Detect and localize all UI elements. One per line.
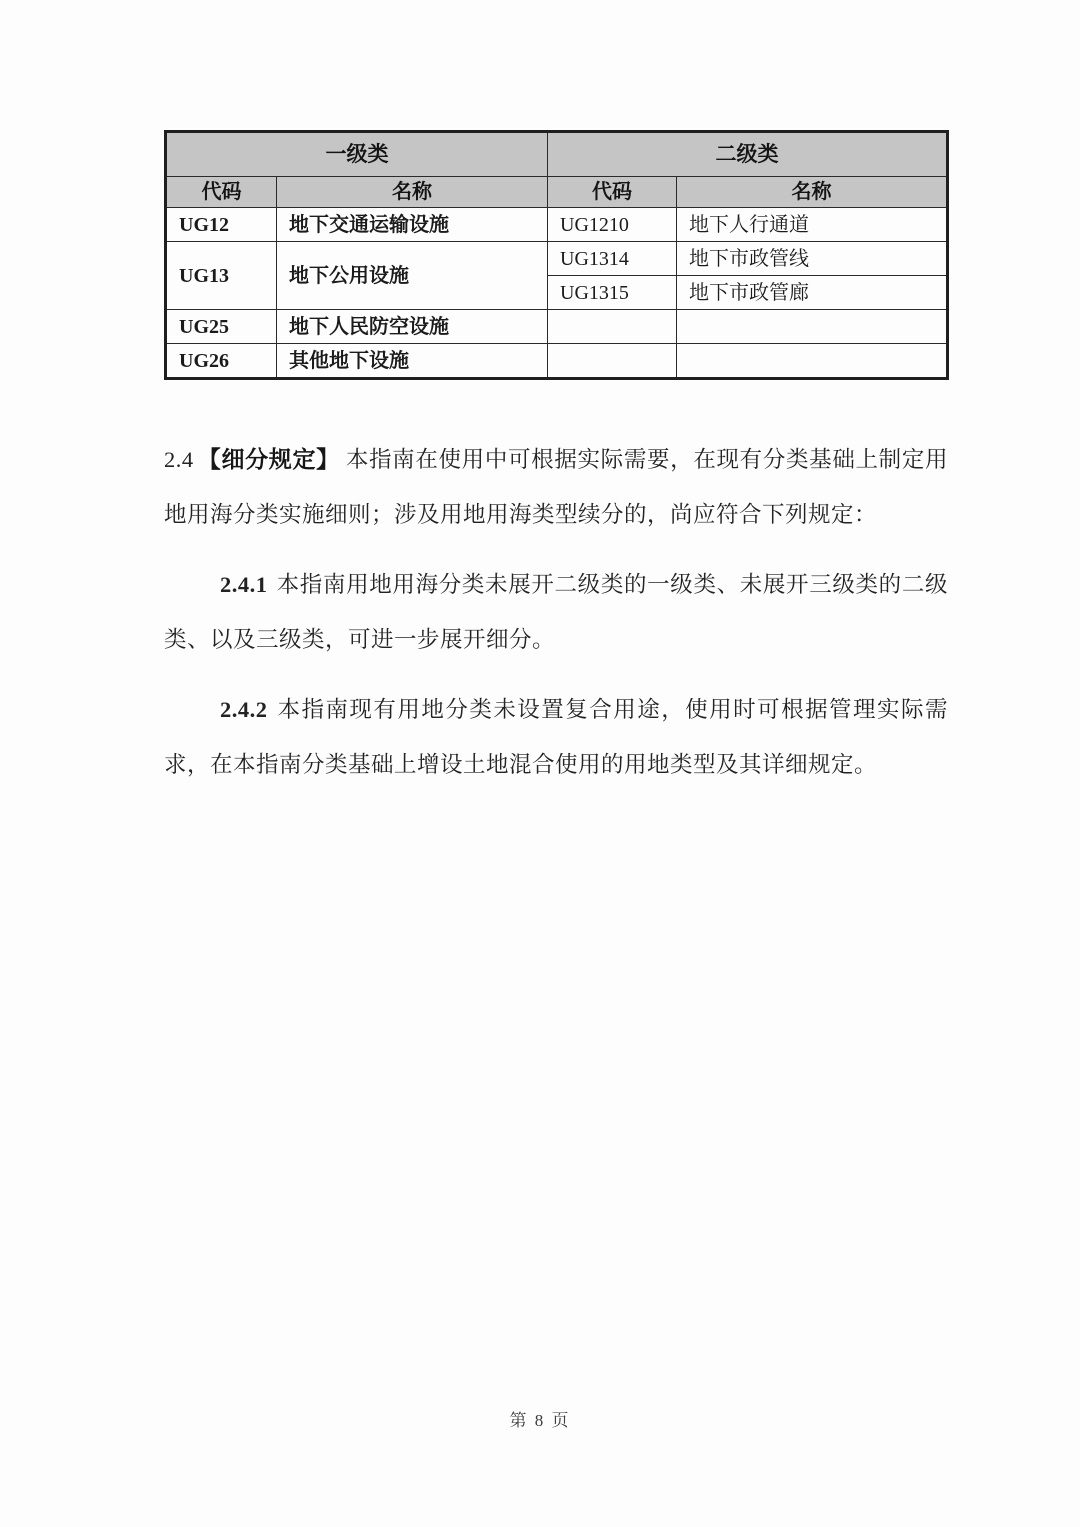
table-row <box>166 344 948 379</box>
cell-l1-name: 地下交通运输设施 <box>277 208 548 242</box>
subsection-text: 本指南现有用地分类未设置复合用途，使用时可根据管理实际需求，在本指南分类基础上增设土地混合使用的用地类型及其详细规定。 <box>164 697 948 777</box>
cell-l1-code: UG25 <box>166 310 277 344</box>
cell-l1-code: UG13 <box>166 242 277 310</box>
cell-l1-code: UG12 <box>166 208 277 242</box>
page-number-footer: 第 8 页 <box>509 1411 571 1430</box>
col-header-code-l2: 代码 <box>548 177 677 208</box>
section-number: 2.4 <box>164 447 194 472</box>
cell-l2-code <box>548 310 677 344</box>
document-body-text <box>164 432 948 807</box>
subsection-number: 2.4.1 <box>220 572 268 597</box>
table-column-header-row <box>166 177 948 208</box>
table-row <box>166 310 948 344</box>
cell-l1-name: 地下人民防空设施 <box>277 310 548 344</box>
subsection-text: 本指南用地用海分类未展开二级类的一级类、未展开三级类的二级类、以及三级类，可进一步展开细分。 <box>164 572 948 652</box>
cell-l2-name: 地下市政管廊 <box>677 276 948 310</box>
group-header-level2: 二级类 <box>548 132 948 177</box>
col-header-name-l2: 名称 <box>677 177 948 208</box>
cell-l1-code: UG26 <box>166 344 277 379</box>
col-header-name-l1: 名称 <box>277 177 548 208</box>
classification-table-container <box>164 130 946 380</box>
group-header-level1: 一级类 <box>166 132 548 177</box>
cell-l2-name <box>677 344 948 379</box>
cell-l2-name <box>677 310 948 344</box>
col-header-code-l1: 代码 <box>166 177 277 208</box>
cell-l2-code <box>548 344 677 379</box>
paragraph-section-2-4 <box>164 432 948 542</box>
cell-l2-code: UG1315 <box>548 276 677 310</box>
classification-table <box>164 130 949 380</box>
table-row <box>166 208 948 242</box>
cell-l1-name: 其他地下设施 <box>277 344 548 379</box>
section-text: 本指南在使用中可根据实际需要，在现有分类基础上制定用地用海分类实施细则；涉及用地用海类型续分的，尚应符合下列规定： <box>164 447 949 527</box>
cell-l2-code: UG1210 <box>548 208 677 242</box>
cell-l2-code: UG1314 <box>548 242 677 276</box>
paragraph-section-2-4-1 <box>164 557 948 667</box>
section-title-label: 【细分规定】 <box>197 446 340 472</box>
subsection-number: 2.4.2 <box>220 697 268 722</box>
table-row <box>166 242 948 276</box>
cell-l2-name: 地下人行通道 <box>677 208 948 242</box>
cell-l1-name: 地下公用设施 <box>277 242 548 310</box>
table-group-header-row <box>166 132 948 177</box>
cell-l2-name: 地下市政管线 <box>677 242 948 276</box>
paragraph-section-2-4-2 <box>164 682 948 792</box>
